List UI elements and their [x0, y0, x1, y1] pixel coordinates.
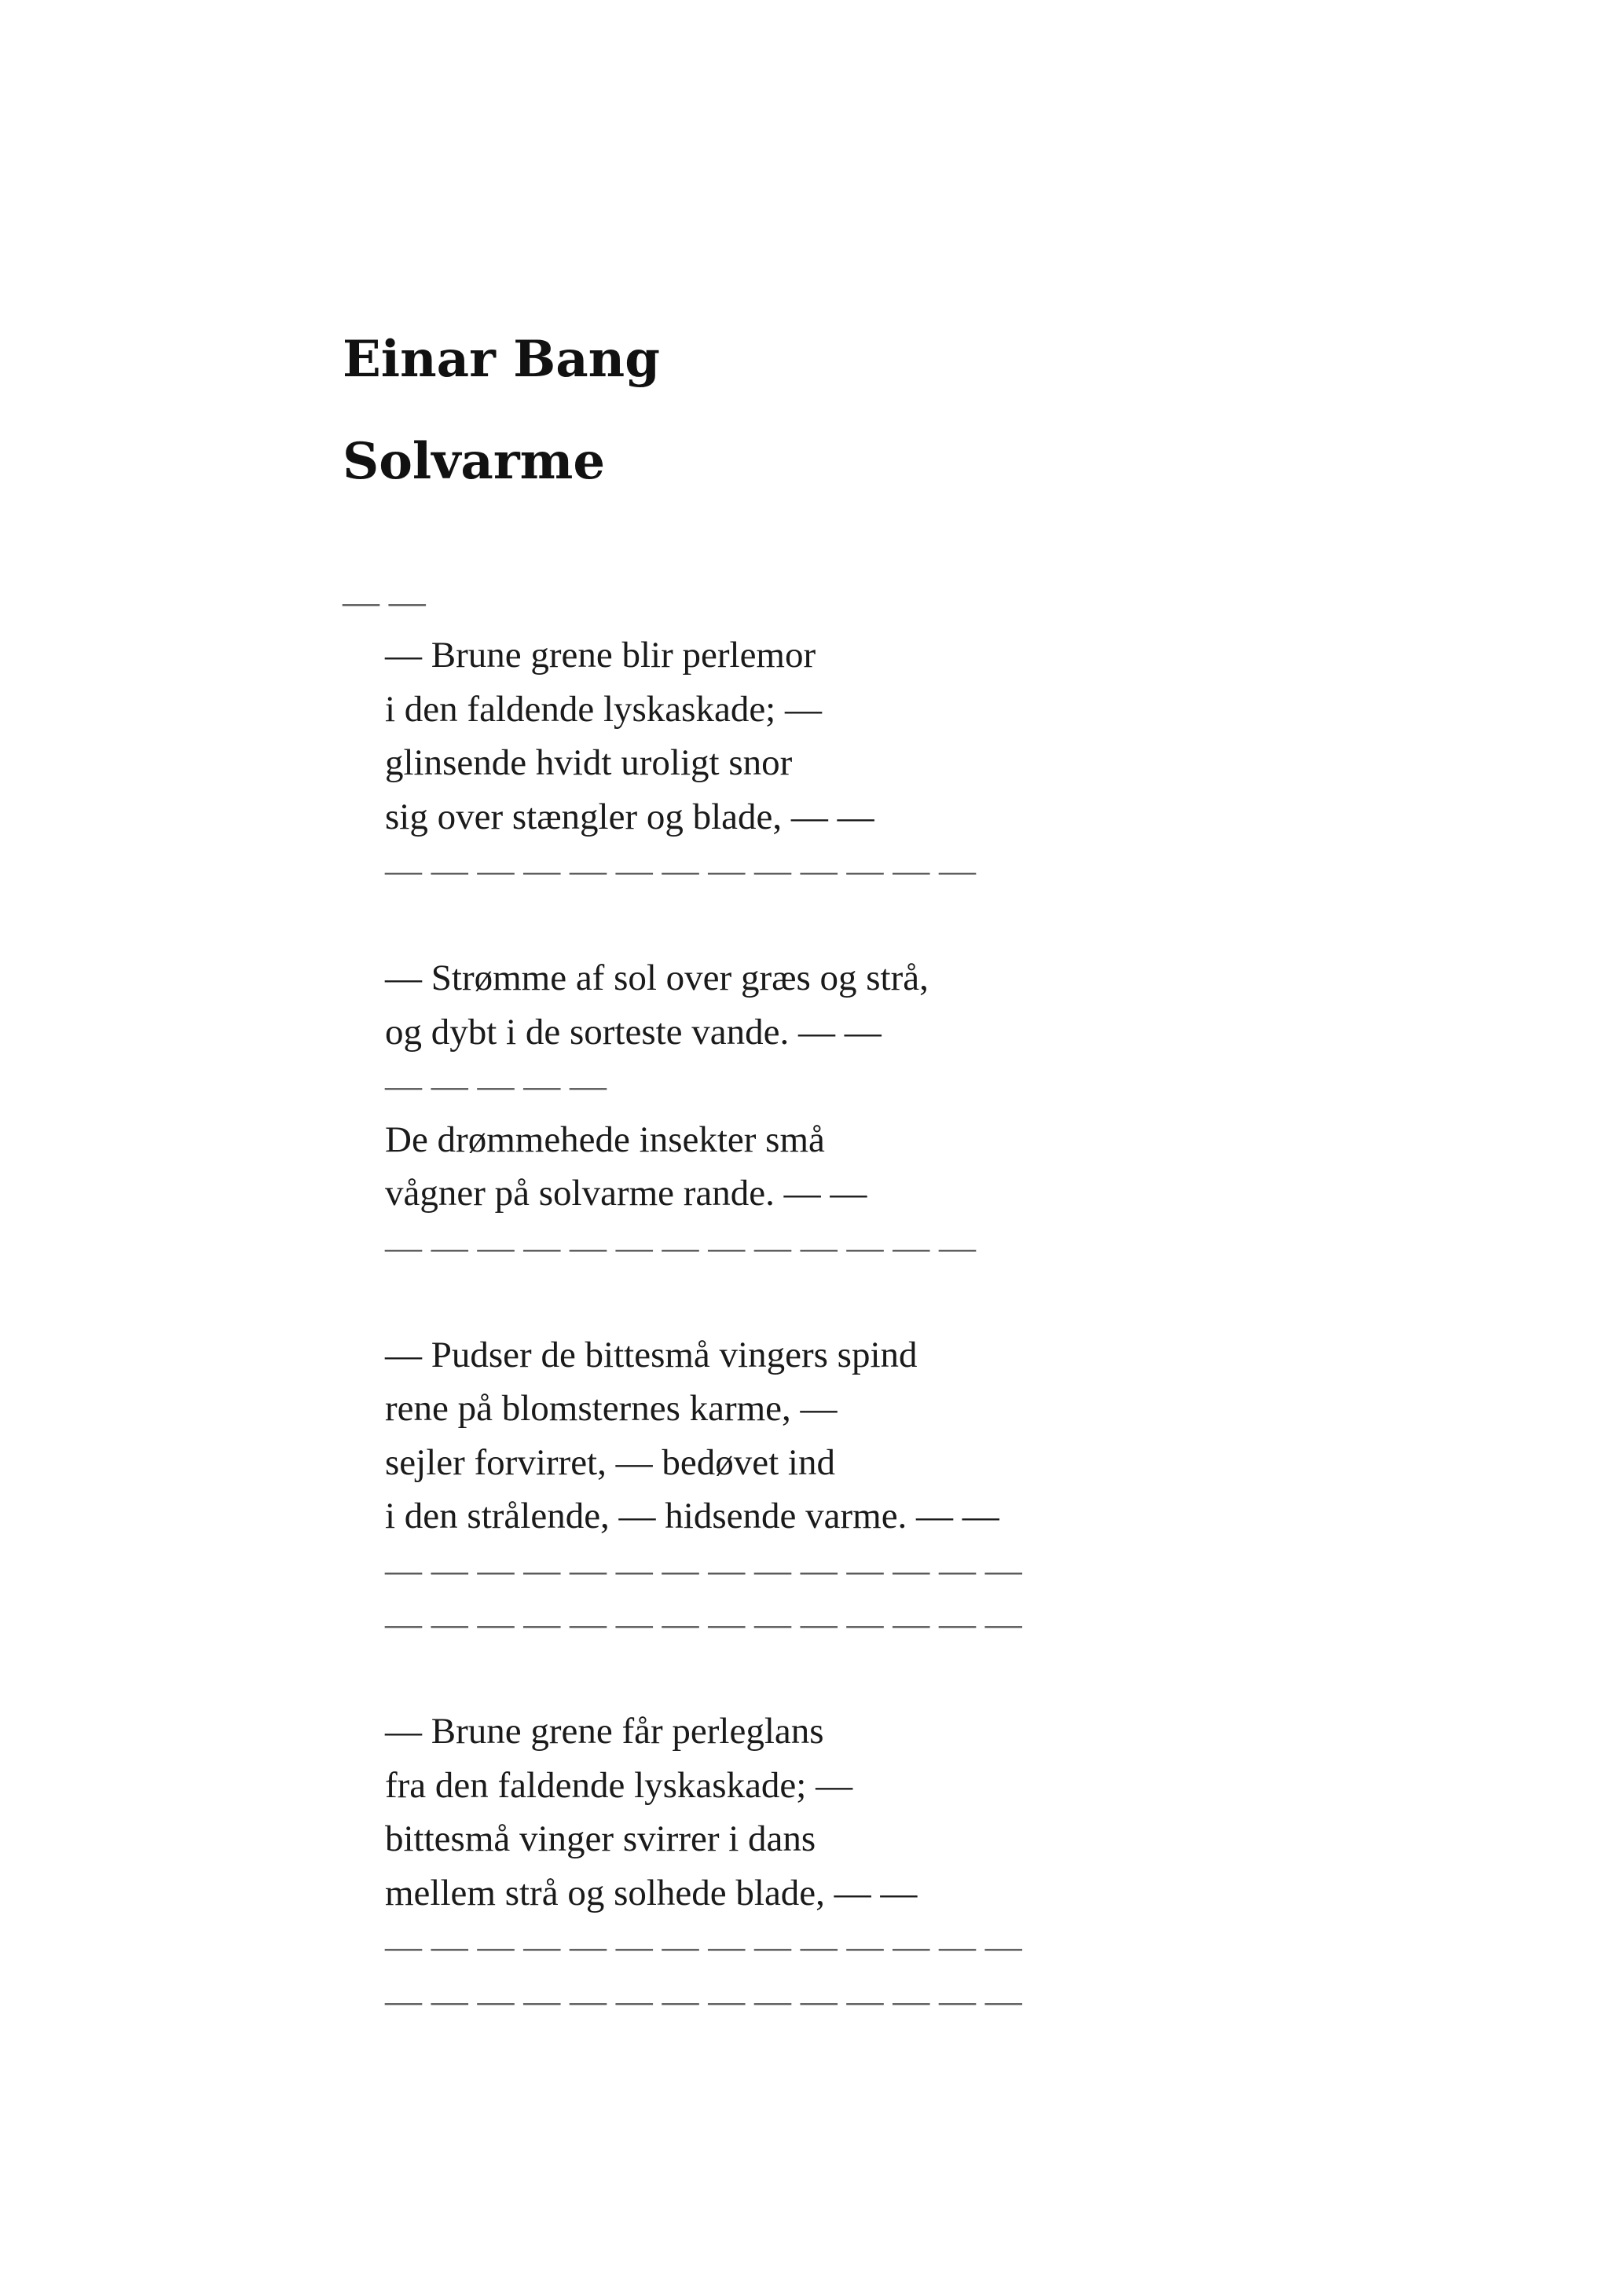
stanza-3	[385, 1328, 1564, 1651]
verse-line: — Brune grene får perleglans	[385, 1711, 824, 1752]
poem-title: Solvarme	[343, 432, 606, 491]
opening-dashes: — —	[343, 581, 426, 622]
verse-line: De drømmehede insekter små	[385, 1119, 825, 1160]
dash-line: — — — — — — — — — — — — —	[385, 850, 976, 891]
verse-line: glinsende hvidt uroligt snor	[385, 742, 793, 783]
verse-line: fra den faldende lyskaskade; —	[385, 1764, 853, 1806]
stanza-gap	[385, 898, 1564, 952]
verse-line: vågner på solvarme rande. — —	[385, 1173, 867, 1214]
verse-line: mellem strå og solhede blade, — —	[385, 1872, 918, 1913]
verse-line: og dybt i de sorteste vande. — —	[385, 1011, 882, 1053]
verse-line: sejler forvirret, — bedøvet ind	[385, 1441, 835, 1483]
dash-line: — — — — — — — — — — — — — —	[385, 1549, 1022, 1591]
verse-line: sig over stængler og blade, — —	[385, 796, 874, 837]
verse-line: i den faldende lyskaskade; —	[385, 688, 822, 730]
stanza-4	[385, 1705, 1564, 2027]
verse-line: bittesmå vinger svirrer i dans	[385, 1818, 816, 1859]
dash-line: — — — — — — — — — — — — —	[385, 1226, 976, 1268]
dash-line: — — — — — — — — — — — — — —	[385, 1603, 1022, 1644]
dash-line: — — — — — — — — — — — — — —	[385, 1979, 1022, 2021]
poem-body	[385, 628, 1564, 2027]
stanza-2	[385, 951, 1564, 1274]
stanza-gap	[385, 1274, 1564, 1328]
stanza-1	[385, 628, 1564, 898]
verse-line: i den strålende, — hidsende varme. — —	[385, 1496, 999, 1536]
verse-line: — Strømme af sol over græs og strå,	[385, 958, 929, 998]
dash-line: — — — — — — — — — — — — — —	[385, 1926, 1022, 1967]
verse-line: — Pudser de bittesmå vingers spind	[385, 1334, 918, 1375]
stanza-gap	[385, 1651, 1564, 1705]
verse-line: — Brune grene blir perlemor	[385, 635, 816, 676]
dash-line: — — — — —	[385, 1065, 607, 1106]
verse-line: rene på blomsternes karme, —	[385, 1388, 838, 1429]
author-name: Einar Bang	[343, 330, 660, 389]
